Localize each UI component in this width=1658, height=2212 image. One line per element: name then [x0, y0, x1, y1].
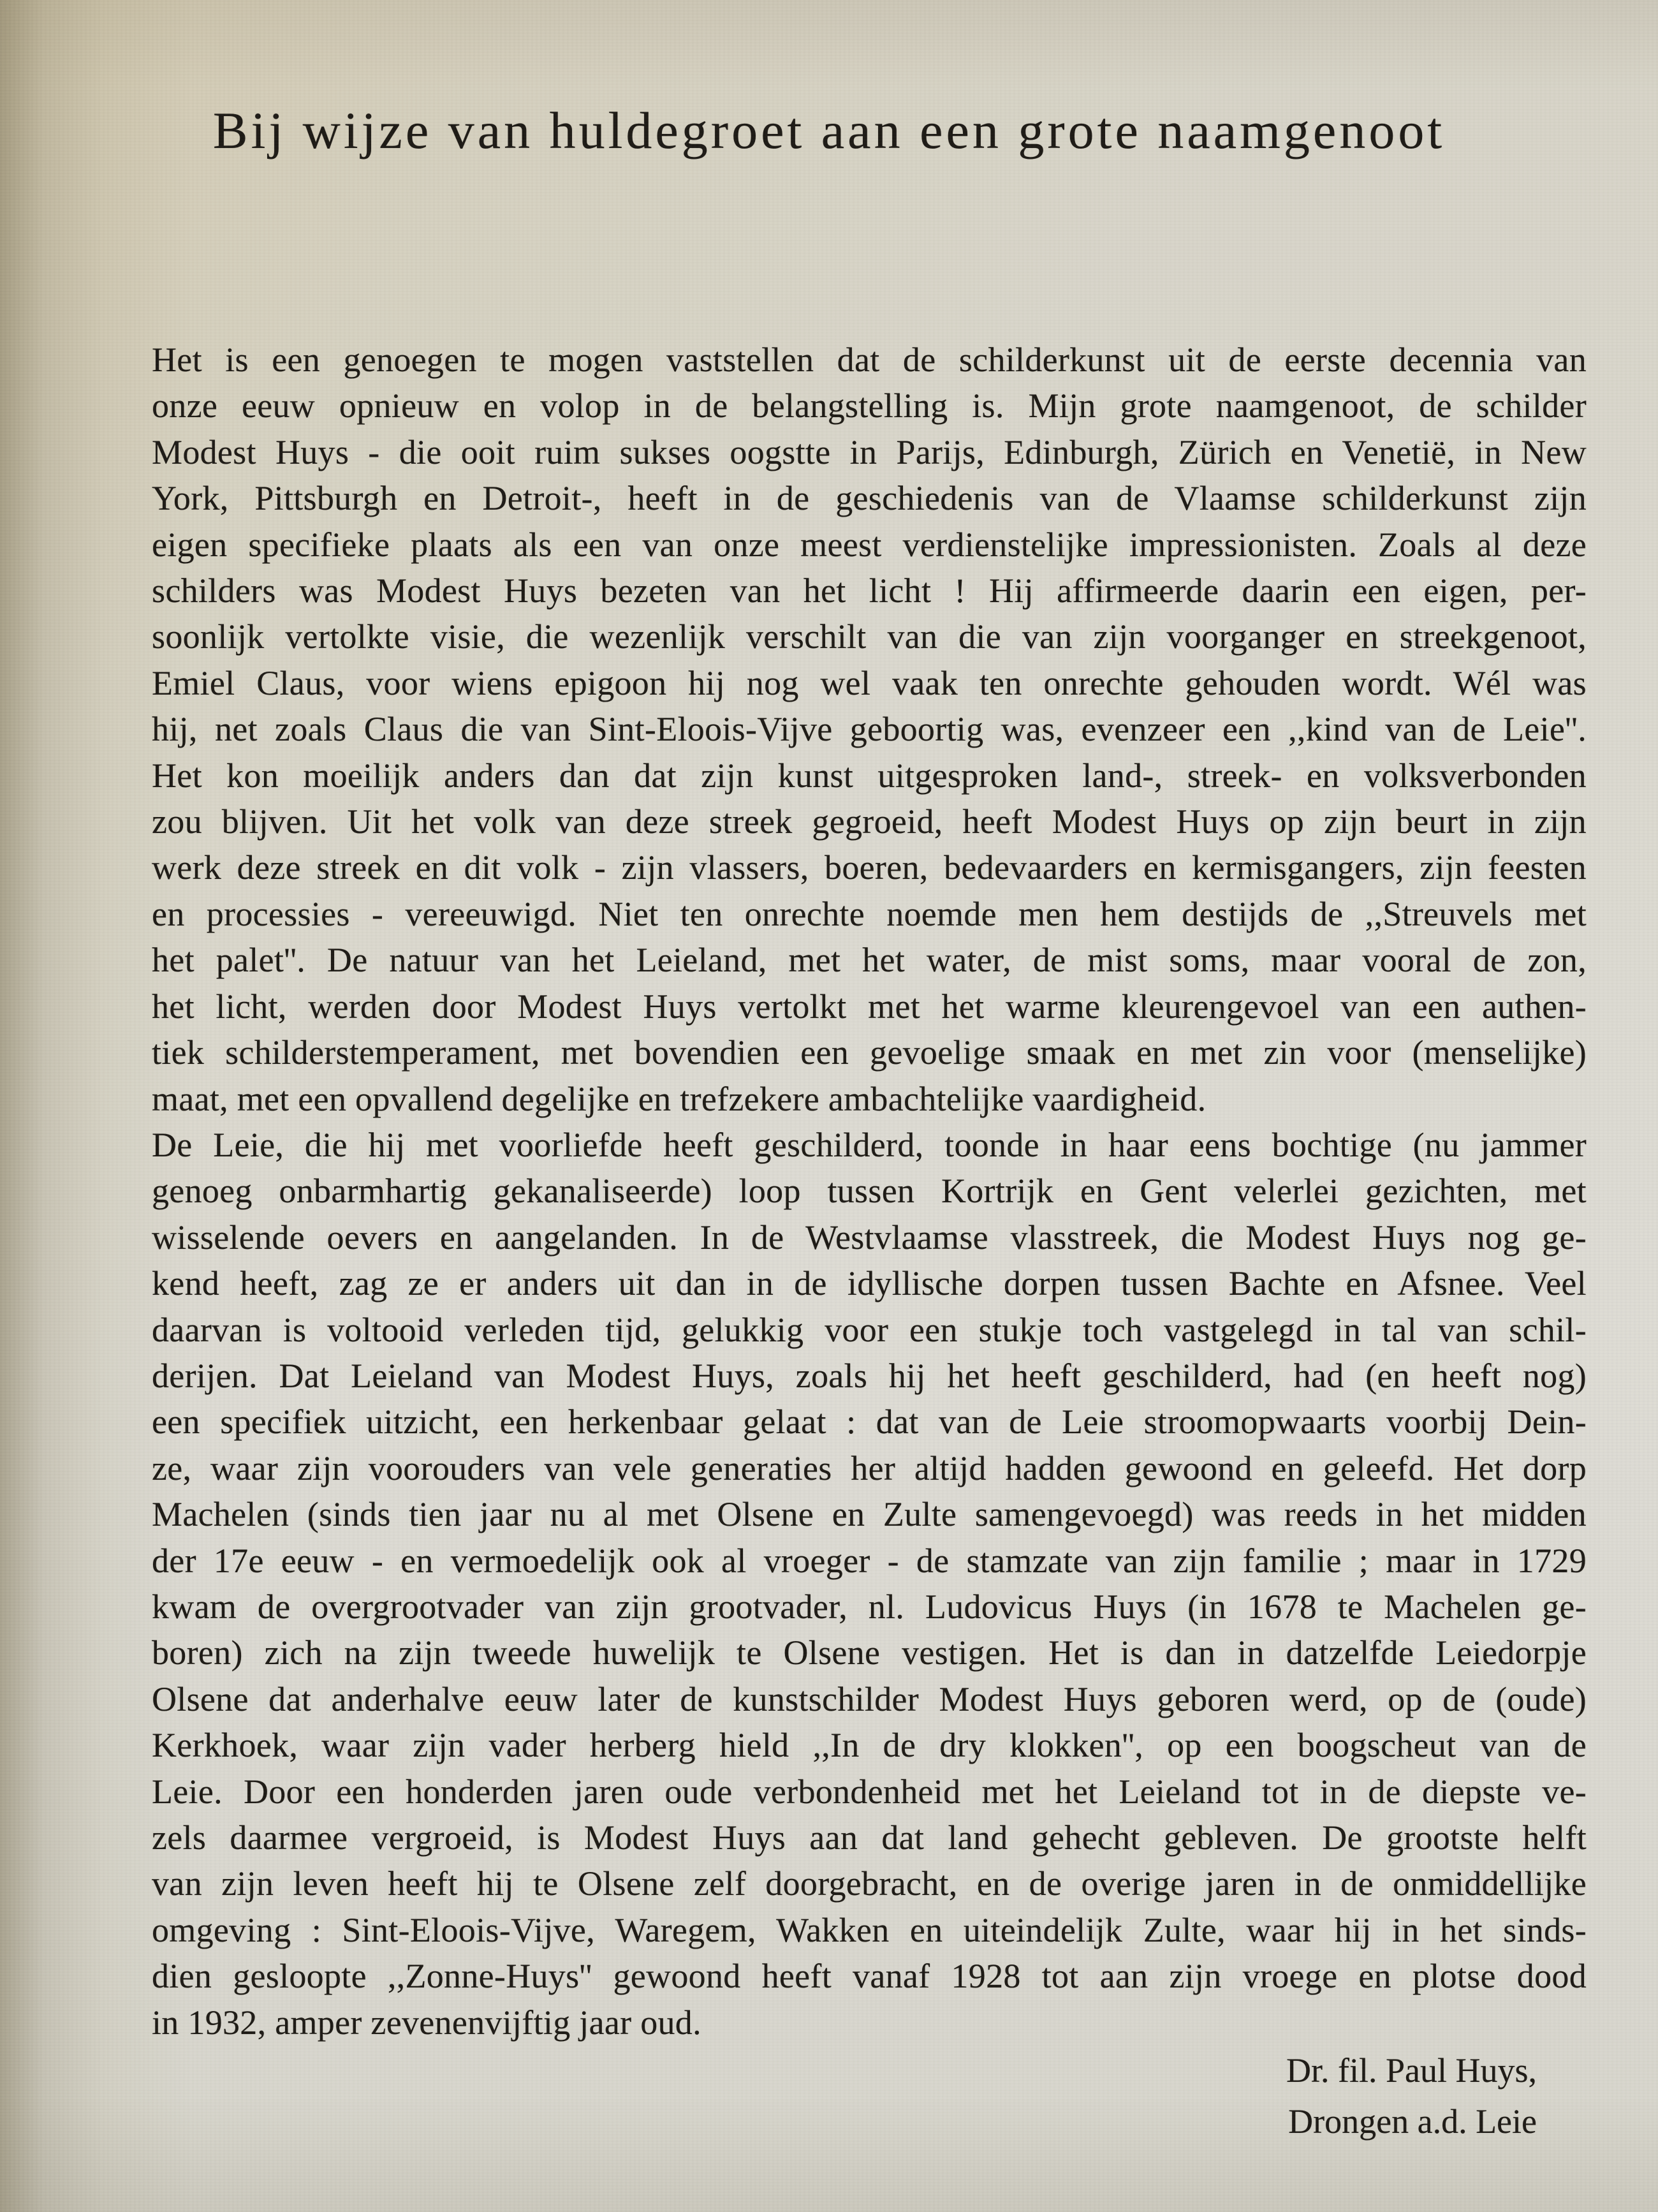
- text-line: Emiel Claus, voor wiens epigoon hij nog wel vaak ten onrechte gehouden wordt. Wél was: [152, 663, 1587, 702]
- text-line: onze eeuw opnieuw en volop in de belangstelling is. Mijn grote naamgenoot, de schilder: [152, 387, 1587, 425]
- text-line: dien gesloopte ,,Zonne-Huys'' gewoond heeft vanaf 1928 tot aan zijn vroege en plotse dood: [152, 1957, 1587, 1996]
- text-line: daarvan is voltooid verleden tijd, gelukkig voor een stukje toch vastgelegd in tal van schil-: [152, 1310, 1587, 1349]
- text-line: Het is een genoegen te mogen vaststellen dat de schilderkunst uit de eerste decennia van: [152, 341, 1587, 379]
- text-line: Kerkhoek, waar zijn vader herberg hield ,,In de dry klokken'', op een boogscheut van de: [152, 1726, 1587, 1765]
- text-line: ze, waar zijn voorouders van vele generaties her altijd hadden gewoond en geleefd. Het dorp: [152, 1449, 1587, 1487]
- text-line: maat, met een opvallend degelijke en trefzekere ambachtelijke vaardigheid.: [152, 1079, 1207, 1118]
- text-line: kend heeft, zag ze er anders uit dan in de idyllische dorpen tussen Bachte en Afsnee. Veel: [152, 1264, 1587, 1303]
- text-line: schilders was Modest Huys bezeten van het licht ! Hij affirmeerde daarin een eigen, per-: [152, 571, 1587, 610]
- text-line: Olsene dat anderhalve eeuw later de kunstschilder Modest Huys geboren werd, op de (oude): [152, 1679, 1587, 1718]
- text-line: zels daarmee vergroeid, is Modest Huys aan dat land gehecht gebleven. De grootste helft: [152, 1818, 1587, 1857]
- body-text: [152, 337, 1587, 2046]
- text-line: eigen specifieke plaats als een van onze meest verdienstelijke impressionisten. Zoals al deze: [152, 525, 1587, 564]
- text-line: kwam de overgrootvader van zijn grootvader, nl. Ludovicus Huys (in 1678 te Machelen ge-: [152, 1587, 1587, 1626]
- signature-place: Drongen a.d. Leie: [1288, 2102, 1537, 2141]
- text-line: wisselende oevers en aangelanden. In de Westvlaamse vlasstreek, die Modest Huys nog ge-: [152, 1218, 1587, 1257]
- text-line: een specifiek uitzicht, een herkenbaar gelaat : dat van de Leie stroomopwaarts voorbij Dein-: [152, 1403, 1587, 1441]
- text-line: De Leie, die hij met voorliefde heeft geschilderd, toonde in haar eens bochtige (nu jammer: [152, 1125, 1587, 1164]
- text-line: Het kon moeilijk anders dan dat zijn kunst uitgesproken land-, streek- en volksverbonden: [152, 756, 1587, 795]
- text-line: omgeving : Sint-Eloois-Vijve, Waregem, Wakken en uiteindelijk Zulte, waar hij in het sinds-: [152, 1910, 1587, 1949]
- text-line: York, Pittsburgh en Detroit-, heeft in de geschiedenis van de Vlaamse schilderkunst zijn: [152, 479, 1587, 518]
- text-line: tiek schilderstemperament, met bovendien een gevoelige smaak en met zin voor (menselijke): [152, 1033, 1587, 1072]
- signature-name: Dr. fil. Paul Huys,: [1286, 2051, 1537, 2090]
- text-line: Leie. Door een honderden jaren oude verbondenheid met het Leieland tot in de diepste ve-: [152, 1772, 1587, 1811]
- text-line: in 1932, amper zevenenvijftig jaar oud.: [152, 2003, 701, 2042]
- text-line: der 17e eeuw - en vermoedelijk ook al vroeger - de stamzate van zijn familie ; maar in 1729: [152, 1541, 1587, 1580]
- text-line: hij, net zoals Claus die van Sint-Eloois-Vijve geboortig was, evenzeer een ,,kind van de Leie''.: [152, 710, 1587, 749]
- text-line: van zijn leven heeft hij te Olsene zelf doorgebracht, en de overige jaren in de onmiddellijke: [152, 1864, 1587, 1903]
- text-line: en processies - vereeuwigd. Niet ten onrechte noemde men hem destijds de ,,Streuvels met: [152, 894, 1587, 933]
- page-title: Bij wijze van huldegroet aan een grote naamgenoot: [212, 101, 1446, 159]
- text-line: derijen. Dat Leieland van Modest Huys, zoals hij het heeft geschilderd, had (en heeft nog): [152, 1356, 1587, 1395]
- text-line: Modest Huys - die ooit ruim sukses oogstte in Parijs, Edinburgh, Zürich en Venetië, in New: [152, 432, 1587, 471]
- text-line: werk deze streek en dit volk - zijn vlassers, boeren, bedevaarders en kermisgangers, zijn feesten: [152, 848, 1587, 887]
- text-line: soonlijk vertolkte visie, die wezenlijk verschilt van die van zijn voorganger en streekgenoot,: [152, 617, 1587, 656]
- text-line: zou blijven. Uit het volk van deze streek gegroeid, heeft Modest Huys op zijn beurt in zijn: [152, 802, 1587, 841]
- text-line: boren) zich na zijn tweede huwelijk te Olsene vestigen. Het is dan in datzelfde Leiedorpje: [152, 1633, 1587, 1672]
- text-line: het palet''. De natuur van het Leieland, met het water, de mist soms, maar vooral de zon,: [152, 941, 1587, 980]
- signature: [152, 2045, 1587, 2147]
- text-line: genoeg onbarmhartig gekanaliseerde) loop tussen Kortrijk en Gent velerlei gezichten, met: [152, 1172, 1587, 1211]
- text-line: Machelen (sinds tien jaar nu al met Olsene en Zulte samengevoegd) was reeds in het midden: [152, 1495, 1587, 1534]
- text-line: het licht, werden door Modest Huys vertolkt met het warme kleurengevoel van een authen-: [152, 987, 1587, 1026]
